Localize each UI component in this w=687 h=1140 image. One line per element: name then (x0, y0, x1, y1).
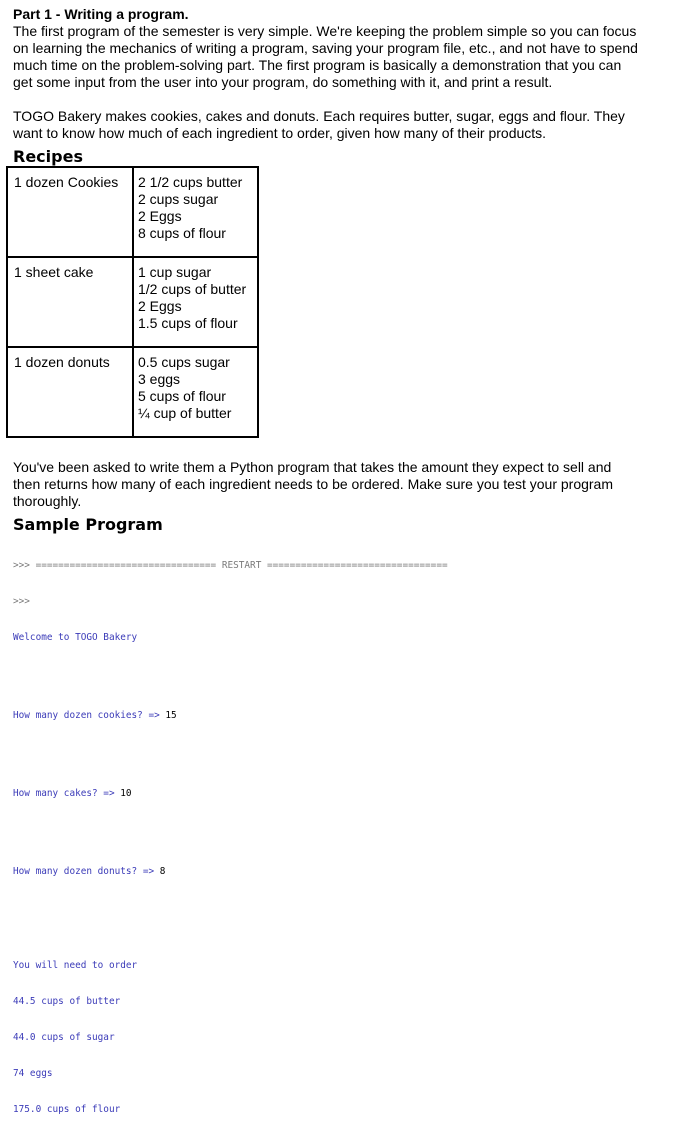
ingredient-line: 2 1/2 cups butter (138, 174, 243, 190)
donuts-question: How many dozen donuts? => (13, 866, 160, 877)
ingredient-line: 1/2 cups of butter (138, 281, 247, 297)
part-heading: Part 1 - Writing a program. (13, 6, 189, 22)
ingredient-line: 2 Eggs (138, 208, 182, 224)
ingredient-line: 5 cups of flour (138, 388, 226, 404)
ingredient-line: 1 cup sugar (138, 264, 212, 280)
recipe-ingredients (133, 167, 258, 257)
bakery-paragraph: TOGO Bakery makes cookies, cakes and donuts. Each requires butter, sugar, eggs and flour. They want to know how much of each ingredient to order, given how many of their products. (13, 108, 625, 141)
recipe-ingredients (133, 347, 258, 437)
task-paragraph: You've been asked to write them a Python program that takes the amount they expect to sell and then returns how many of each ingredient needs to be ordered. Make sure you test your program thoroughly. (13, 459, 614, 509)
console-spacer (13, 824, 673, 842)
recipe-ingredients (133, 257, 258, 347)
table-row (7, 167, 258, 257)
ingredient-line: 2 Eggs (138, 298, 182, 314)
console-spacer (13, 902, 673, 936)
recipes-title: Recipes (13, 147, 83, 166)
donuts-question-line (13, 866, 673, 878)
output-line: You will need to order (13, 960, 138, 971)
cakes-question-line (13, 788, 673, 800)
recipe-product: 1 sheet cake (7, 257, 133, 347)
console-spacer (13, 668, 673, 686)
output-line: 175.0 cups of flour (13, 1104, 121, 1115)
ingredient-line: ¼ cup of butter (138, 405, 232, 421)
ingredient-line: 0.5 cups sugar (138, 354, 230, 370)
cakes-question: How many cakes? => (13, 788, 121, 799)
sample-program-title: Sample Program (13, 515, 163, 534)
table-row (7, 347, 258, 437)
ingredient-line: 1.5 cups of flour (138, 315, 238, 331)
recipe-product: 1 dozen Cookies (7, 167, 133, 257)
output-line: 44.0 cups of sugar (13, 1032, 115, 1043)
ingredient-line: 3 eggs (138, 371, 181, 387)
output-line: 74 eggs (13, 1068, 53, 1079)
welcome-line: Welcome to TOGO Bakery (13, 632, 138, 643)
cookies-answer: 15 (165, 710, 177, 721)
recipe-product: 1 dozen donuts (7, 347, 133, 437)
intro-paragraph: The first program of the semester is very simple. We're keeping the problem simple so you can focus on learning the mechanics of writing a program, saving your program file, etc., and not have to spend much time on the problem-solving part. The first program is basically a demonstration that you can get some input from the user into your program, do something with it, and print a result. (13, 23, 638, 90)
cookies-question: How many dozen cookies? => (13, 710, 166, 721)
ingredient-line: 8 cups of flour (138, 225, 226, 241)
recipes-table (6, 166, 259, 438)
output-line: 44.5 cups of butter (13, 996, 121, 1007)
cakes-answer: 10 (120, 788, 132, 799)
cookies-question-line (13, 710, 673, 722)
document-page (13, 6, 673, 1140)
donuts-answer: 8 (159, 866, 166, 877)
restart-line: >>> ================================ RESTART ================================ (13, 560, 448, 571)
table-row (7, 257, 258, 347)
console-spacer (13, 746, 673, 764)
sample-console-output (13, 536, 673, 1140)
prompt-line: >>> (13, 596, 30, 607)
ingredient-line: 2 cups sugar (138, 191, 219, 207)
